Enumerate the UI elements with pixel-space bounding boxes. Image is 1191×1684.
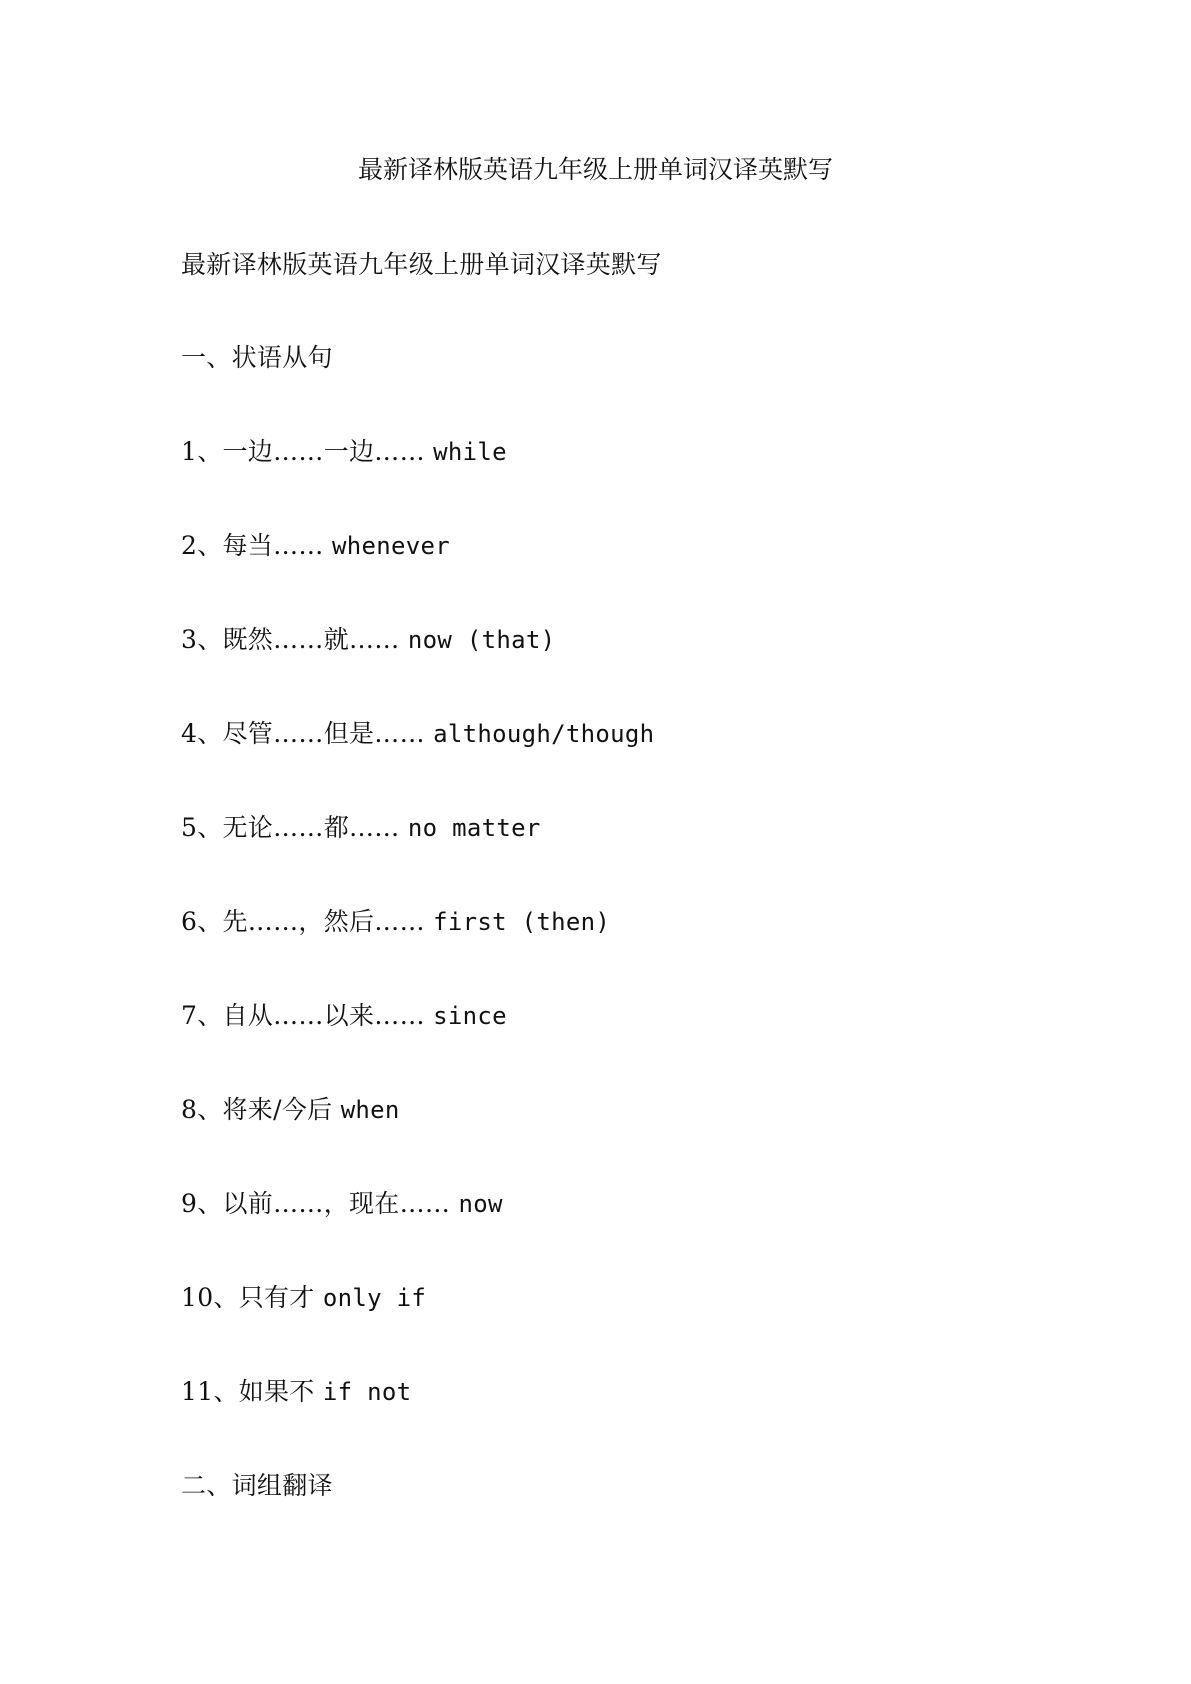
list-item (181, 1186, 503, 1222)
section-heading-phrase-translation: 二、词组翻译 (181, 1471, 333, 1500)
item-english: first (then) (433, 908, 611, 936)
item-chinese: 2、每当…… (181, 531, 324, 560)
document-title: 最新译林版英语九年级上册单词汉译英默写 (357, 155, 833, 184)
item-english: whenever (331, 532, 450, 560)
list-item (181, 810, 541, 846)
item-chinese: 10、只有才 (181, 1283, 315, 1312)
item-chinese: 7、自从……以来…… (181, 1001, 425, 1030)
section-heading-adverbial-clauses: 一、状语从句 (181, 343, 333, 372)
item-chinese: 8、将来/今后 (181, 1095, 333, 1124)
item-chinese: 4、尽管……但是…… (181, 719, 425, 748)
list-item (181, 1374, 411, 1410)
document-subtitle: 最新译林版英语九年级上册单词汉译英默写 (181, 250, 662, 279)
list-item (181, 716, 654, 752)
item-english: if not (322, 1378, 412, 1406)
list-item (181, 528, 450, 564)
item-english: now (that) (407, 626, 556, 654)
list-item (181, 1280, 426, 1316)
item-english: since (433, 1002, 507, 1030)
item-chinese: 11、如果不 (181, 1377, 315, 1406)
item-english: when (340, 1096, 400, 1124)
item-english: although/though (433, 720, 655, 748)
item-english: now (458, 1190, 503, 1218)
item-chinese: 5、无论……都…… (181, 813, 400, 842)
list-item (181, 904, 610, 940)
item-english: while (433, 438, 507, 466)
item-english: only if (322, 1284, 427, 1312)
list-item (181, 434, 507, 470)
list-item (181, 622, 555, 658)
list-item (181, 1092, 400, 1128)
item-chinese: 1、一边……一边…… (181, 437, 425, 466)
item-chinese: 6、先……，然后…… (181, 907, 425, 936)
list-item (181, 998, 507, 1034)
item-chinese: 3、既然……就…… (181, 625, 400, 654)
item-chinese: 9、以前……，现在…… (181, 1189, 451, 1218)
item-english: no matter (407, 814, 541, 842)
